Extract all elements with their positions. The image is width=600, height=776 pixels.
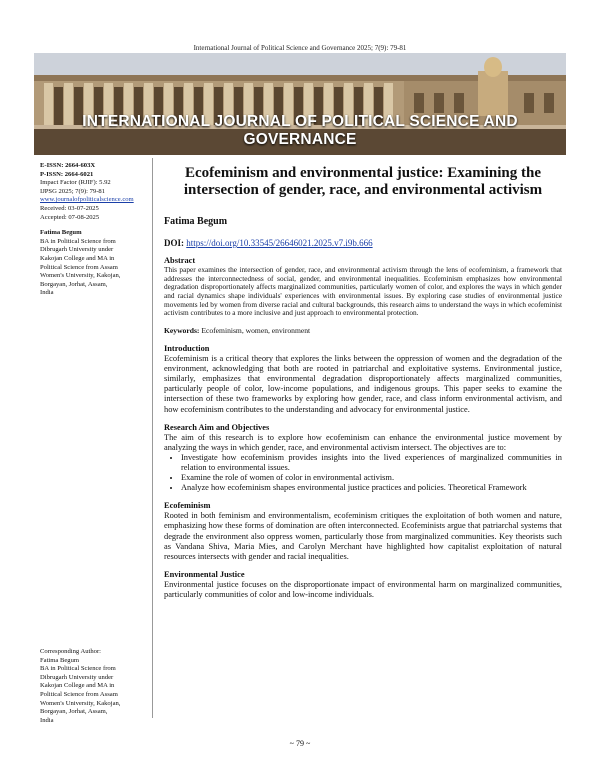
journal-website-link[interactable]: www.journalofpoliticalscience.com — [40, 196, 134, 204]
environmental-justice-heading: Environmental Justice — [164, 569, 245, 579]
objective-item: • Examine the role of women of color in environmental activism. — [181, 473, 562, 483]
abstract-heading: Abstract — [164, 256, 196, 266]
article-body — [164, 163, 562, 600]
sidebar-affil-line: Borgayan, Jorhat, Assam, — [40, 280, 108, 288]
keywords-line — [164, 326, 562, 336]
doi-line — [164, 238, 562, 248]
objective-item: • Analyze how ecofeminism shapes environmental justice practices and policies. Theoretical Framework — [181, 483, 562, 493]
ecofeminism-text: Rooted in both feminism and environmentalism, ecofeminism critiques the exploitation of both women and nature, emphasizing how these forms of domination are often interconnected. Ecofeminists argue that patriarchal systems that degrade the environment also oppress women, particularly those from marginalized communities. Key theorists such as Vandana Shiva, Maria Mies, and Carolyn Merchant have highlighted how capitalist exploitation of natural resources intersects with gender and racial inequalities. — [164, 511, 562, 561]
journal-banner — [34, 53, 566, 155]
sidebar-affil-line: Kakojan College and MA in — [40, 254, 115, 262]
impact-factor: Impact Factor (RJIF): 5.92 — [40, 179, 111, 187]
aim-heading: Research Aim and Objectives — [164, 422, 270, 432]
article-author: Fatima Begum — [164, 216, 228, 227]
corresponding-author — [40, 648, 152, 725]
running-head: International Journal of Political Science and Governance 2025; 7(9): 79-81 — [193, 44, 407, 52]
eissn: E-ISSN: 2664-603X — [40, 162, 96, 169]
objectives-list — [164, 453, 562, 493]
keywords-label: Keywords: — [164, 325, 200, 335]
doi-link[interactable]: https://doi.org/10.33545/26646021.2025.v7.i9b.666 — [186, 238, 373, 249]
sidebar-affil-line: Women's University, Kakojan, — [40, 272, 121, 280]
corresponding-affil-line: BA in Political Science from — [40, 665, 116, 673]
sidebar-affil-line: Dibrugarh University under — [40, 246, 114, 254]
journal-name: INTERNATIONAL JOURNAL OF POLITICAL SCIENCE AND GOVERNANCE — [82, 113, 518, 148]
intro-heading: Introduction — [164, 343, 210, 353]
environmental-justice-text: Environmental justice focuses on the disproportionate impact of environmental harm on marginalized communities, particularly communities of color and low-income individuals. — [164, 579, 562, 599]
corresponding-affil-line: Borgayan, Jorhat, Assam, — [40, 708, 108, 716]
sidebar-affil-line: BA in Political Science from — [40, 237, 116, 245]
corresponding-affil-line: Political Science from Assam — [40, 690, 118, 698]
received-date: Received: 03-07-2025 — [40, 204, 99, 212]
doi-label: DOI: — [164, 238, 184, 249]
aim-text: The aim of this research is to explore how ecofeminism can enhance the environmental justice movement by analyzing the ways in which gender, race, and environmental activism intersect. The objectives are to: — [164, 432, 562, 452]
column-divider — [152, 158, 153, 718]
accepted-date: Accepted: 07-08-2025 — [40, 213, 100, 221]
ijpsg-issue: IJPSG 2025; 7(9): 79-81 — [40, 187, 106, 195]
corresponding-affil-line: Women's University, Kakojan, — [40, 699, 121, 707]
corresponding-affil-line: Dibrugarh University under — [40, 673, 114, 681]
keywords-text: Ecofeminism, women, environment — [201, 325, 311, 335]
intro-text: Ecofeminism is a critical theory that explores the links between the oppression of women and the degradation of the environment, acknowledging that both are rooted in patriarchal and exploitative systems. Environmental justice, similarly, emphasizes that environmental degradation disproportionately affects marginalized communities, particularly people of color, low-income populations, and indigenous groups. This paper seeks to examine the intersection of these two frameworks by exploring how gender, race, and class inform environmental activism, and how ecofeminism contributes to the understanding and advocacy for environmental justice. — [164, 354, 562, 414]
corresponding-label: Corresponding Author: — [40, 648, 101, 655]
objective-item: • Investigate how ecofeminism provides insights into the lived experiences of marginalized communities in relation to environmental issues. — [181, 453, 562, 473]
article-meta-sidebar — [40, 162, 152, 298]
article-title: Ecofeminism and environmental justice: Examining the intersection of gender, race, and environmental activism — [183, 165, 543, 198]
abstract-text: This paper examines the intersection of gender, race, and environmental activism through the lens of ecofeminism, a framework that addresses the interconnectedness of social, gender, and environmental inequalities. Ecofeminism emphasizes how environmental degradation disproportionately affects marginalized communities, particularly women of color, and explores the ways in which gender and racial dynamics shape individuals' experiences with environmental issues. By exploring case studies of environmental justice movements led by women from diverse racial and cultural backgrounds, this research aims to understand the ways in which ecofeminist activism contributes to a more inclusive and just approach to environmental protection. — [164, 265, 562, 318]
ecofeminism-heading: Ecofeminism — [164, 501, 211, 511]
page-number: ~ 79 ~ — [289, 739, 311, 748]
pissn: P-ISSN: 2664-6021 — [40, 170, 94, 178]
sidebar-author-name: Fatima Begum — [40, 229, 82, 237]
sidebar-affil-line: Political Science from Assam — [40, 263, 118, 271]
sidebar-affil-line: India — [40, 289, 54, 297]
corresponding-affil-line: Kakojan College and MA in — [40, 682, 115, 690]
corresponding-affil-line: India — [40, 716, 54, 724]
corresponding-name: Fatima Begum — [40, 656, 80, 664]
